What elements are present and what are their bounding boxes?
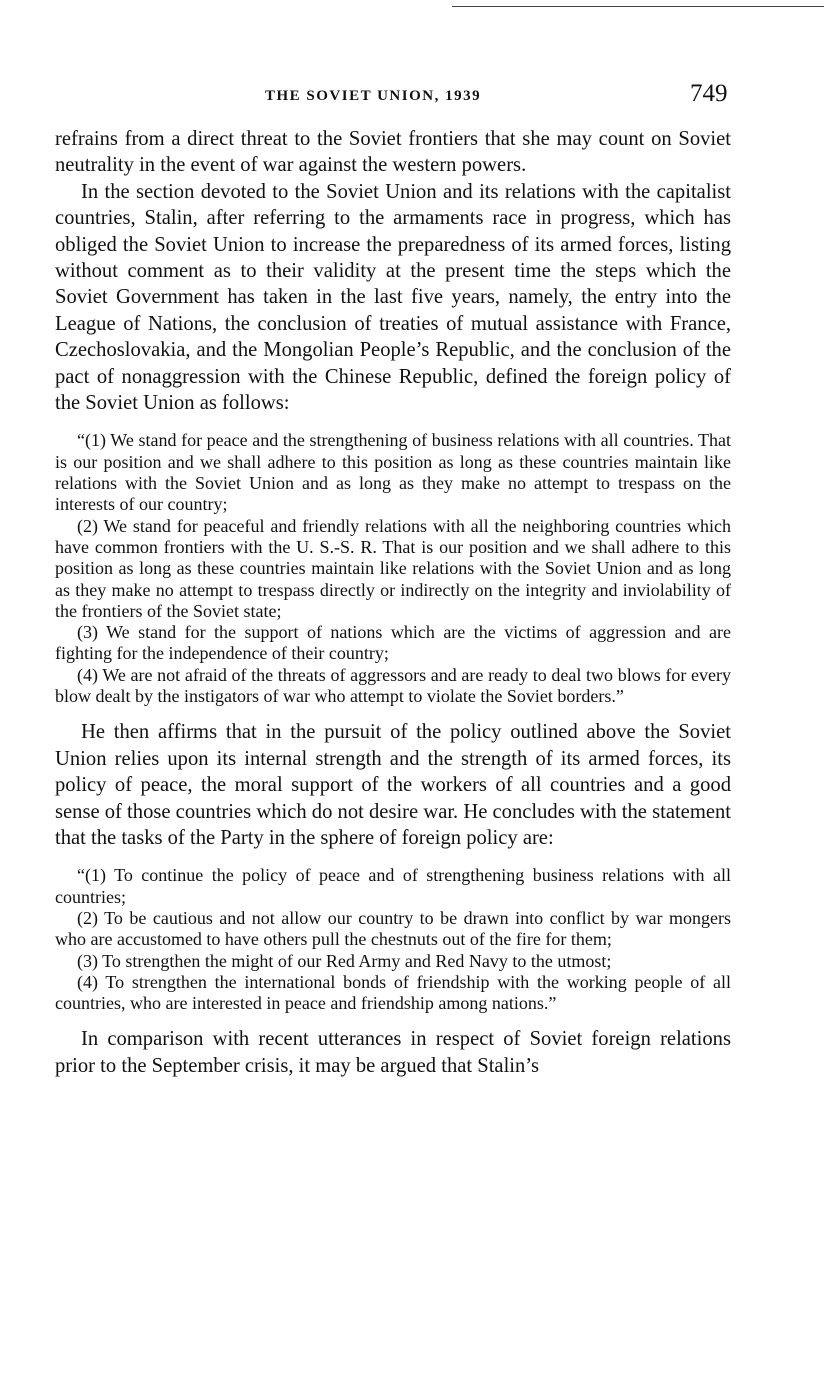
top-rule xyxy=(452,6,824,7)
quotation-item: “(1) We stand for peace and the strengthening of business relations with all countries. That is our position and we shall adhere to this position as long as these countries maintain like relations with the Soviet Union and as long as they make no attempt to trespass on the interests of our country; xyxy=(55,430,731,515)
quotation-item: (2) We stand for peaceful and friendly relations with all the neighboring countries which have common frontiers with the U. S.-S. R. That is our position and we shall adhere to this position as long as these countries maintain like relations with the Soviet Union and as long as they make no attempt to trespass directly or indirectly on the integrity and inviolability of the frontiers of the Soviet state; xyxy=(55,515,731,621)
running-title: THE SOVIET UNION, 1939 xyxy=(265,88,482,104)
paragraph-comparison: In comparison with recent utterances in respect of Soviet foreign relations prior to the September crisis, it may be argued that Stalin’s xyxy=(55,1028,731,1077)
quotation-item: (4) To strengthen the international bonds of friendship with the working people of all countries, who are interested in peace and friendship among nations.” xyxy=(55,971,731,1014)
page-body xyxy=(55,126,731,1079)
quotation-foreign-policy xyxy=(55,430,731,707)
quotation-item: (4) We are not afraid of the threats of aggressors and are ready to deal two blows for every blow dealt by the instigators of war who attempt to violate the Soviet borders.” xyxy=(55,664,731,707)
quotation-item: (3) To strengthen the might of our Red Army and Red Navy to the utmost; xyxy=(77,950,612,971)
page-number: 749 xyxy=(690,80,728,107)
quotation-item: “(1) To continue the policy of peace and of strengthening business relations with all countries; xyxy=(55,865,731,907)
quotation-item: (2) To be cautious and not allow our country to be drawn into conflict by war mongers who are accustomed to have others pull the chestnuts out of the fire for them; xyxy=(55,907,731,950)
paragraph-continued: refrains from a direct threat to the Soviet frontiers that she may count on Soviet neutrality in the event of war against the western powers. xyxy=(55,128,731,177)
paragraph-party-tasks: He then affirms that in the pursuit of the policy outlined above the Soviet Union relies upon its internal strength and the strength of its armed forces, its policy of peace, the moral support of the workers of all countries and a good sense of those countries which do not desire war. He concludes with the statement that the tasks of the Party in the sphere of foreign policy are: xyxy=(55,721,731,849)
page-header xyxy=(0,80,824,118)
paragraph-foreign-policy: In the section devoted to the Soviet Union and its relations with the capitalist countries, Stalin, after referring to the armaments race in progress, which has obliged the Soviet Union to increase the preparedness of its armed forces, listing without comment as to their validity at the present time the steps which the Soviet Government has taken in the last five years, namely, the entry into the League of Nations, the conclusion of treaties of mutual assistance with France, Czechoslovakia, and the Mongolian People’s Republic, and the conclusion of the pact of nonaggression with the Chinese Republic, defined the foreign policy of the Soviet Union as follows: xyxy=(55,180,731,415)
quotation-party-tasks xyxy=(55,865,731,1014)
quotation-item: (3) We stand for the support of nations which are the victims of aggression and are fighting for the independence of their country; xyxy=(55,622,731,664)
